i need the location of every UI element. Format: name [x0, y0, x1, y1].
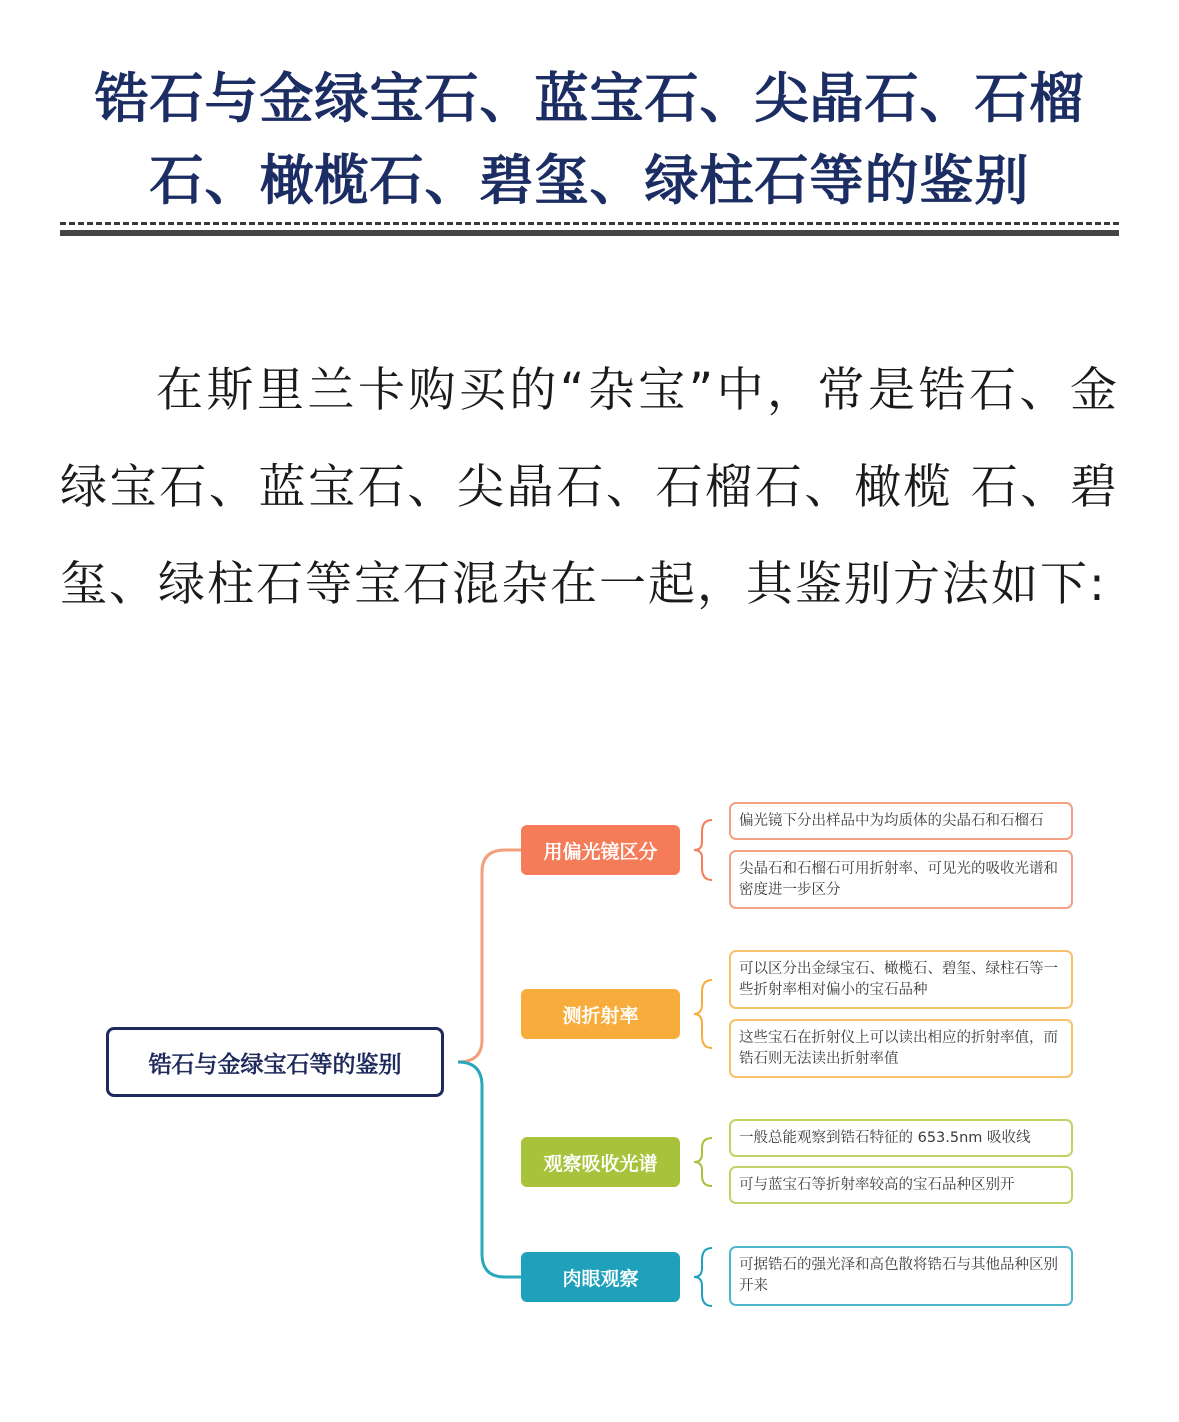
- brace-branch-3: [694, 1138, 712, 1186]
- branch-absorption-spectrum: 观察吸收光谱: [521, 1137, 680, 1187]
- leaf-refractive-index-1: 可以区分出金绿宝石、橄榄石、碧玺、绿柱石等一些折射率相对偏小的宝石品种: [729, 950, 1073, 1009]
- leaf-absorption-1: 一般总能观察到锆石特征的 653.5nm 吸收线: [729, 1119, 1073, 1157]
- leaf-polariscope-2: 尖晶石和石榴石可用折射率、可见光的吸收光谱和密度进一步区分: [729, 850, 1073, 909]
- brace-branch-2: [694, 980, 712, 1048]
- leaf-polariscope-1: 偏光镜下分出样品中为均质体的尖晶石和石榴石: [729, 802, 1073, 840]
- branch-visual-observation: 肉眼观察: [521, 1252, 680, 1302]
- connector-root-top: [458, 850, 521, 1062]
- connector-root-bottom: [458, 1062, 521, 1277]
- leaf-absorption-2: 可与蓝宝石等折射率较高的宝石品种区别开: [729, 1166, 1073, 1204]
- leaf-visual-1: 可据锆石的强光泽和高色散将锆石与其他品种区别开来: [729, 1246, 1073, 1306]
- page-title: 锆石与金绿宝石、蓝宝石、尖晶石、石榴石、橄榄石、碧玺、绿柱石等的鉴别: [94, 67, 1085, 212]
- brace-branch-1: [694, 820, 712, 880]
- leaf-refractive-index-2: 这些宝石在折射仪上可以读出相应的折射率值，而锆石则无法读出折射率值: [729, 1019, 1073, 1078]
- branch-polariscope: 用偏光镜区分: [521, 825, 680, 875]
- branch-refractive-index: 测折射率: [521, 989, 680, 1039]
- mind-map-root: 锆石与金绿宝石等的鉴别: [106, 1027, 444, 1097]
- intro-paragraph: 在斯里兰卡购买的“杂宝”中，常是锆石、金绿宝石、蓝宝石、尖晶石、石榴石、橄榄 石、碧玺、绿柱石等宝石混杂在一起，其鉴别方法如下:: [60, 363, 1119, 612]
- brace-branch-4: [694, 1248, 712, 1306]
